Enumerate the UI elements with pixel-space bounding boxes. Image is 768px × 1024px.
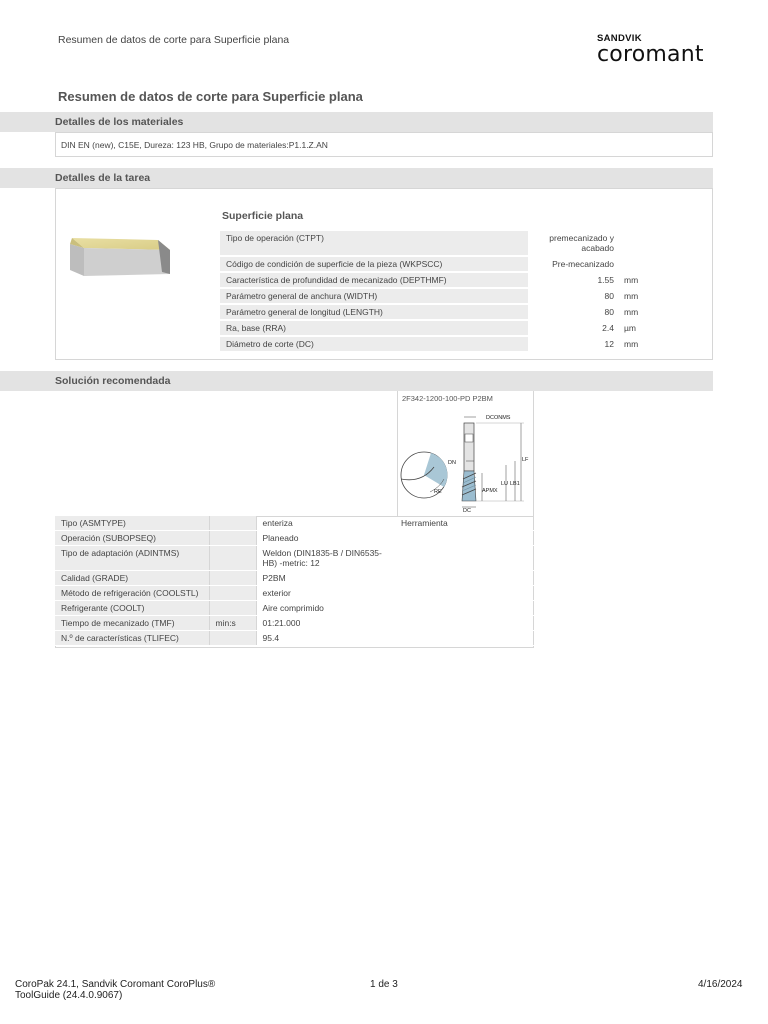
solution-row: [55, 546, 534, 571]
solution-row: [55, 586, 534, 601]
workpiece-slab-icon: [68, 234, 172, 278]
solution-row-label: Tipo de adaptación (ADINTMS): [55, 546, 209, 571]
solution-row-label: Calidad (GRADE): [55, 571, 209, 586]
solution-row-value: Weldon (DIN1835-B / DIN6535-HB) -metric: 12: [256, 546, 395, 571]
solution-row-extra: Herramienta: [395, 516, 534, 531]
task-box: [55, 188, 713, 360]
label-lf: LF: [522, 457, 529, 463]
solution-heading: Solución recomendada: [55, 375, 171, 387]
task-row-value: premecanizado y acabado: [549, 233, 614, 253]
solution-row-unit: [209, 531, 256, 546]
solution-row-unit: [209, 586, 256, 601]
solution-row-value: 01:21.000: [256, 616, 395, 631]
task-row: [220, 321, 650, 335]
solution-row-value: Aire comprimido: [256, 601, 395, 616]
logo-sandvik-text: SANDVIK: [597, 33, 642, 44]
materials-box: [55, 132, 713, 157]
solution-row-value: exterior: [256, 586, 395, 601]
label-dc: DC: [463, 508, 471, 513]
solution-table: [55, 516, 534, 646]
solution-row-unit: [209, 546, 256, 571]
task-subtitle: Superficie plana: [222, 210, 304, 222]
solution-row-label: Método de refrigeración (COOLSTL): [55, 586, 209, 601]
solution-row-value: enteriza: [256, 516, 395, 531]
task-row-unit: mm: [624, 275, 639, 285]
logo-coromant-text: coromant: [597, 42, 704, 67]
label-dn: DN: [448, 460, 456, 466]
task-row-unit: mm: [624, 307, 639, 317]
footer-page-number: 1 de 3: [370, 979, 398, 990]
solution-row-label: Tipo (ASMTYPE): [55, 516, 209, 531]
task-row: [220, 289, 650, 303]
solution-row-label: Refrigerante (COOLT): [55, 601, 209, 616]
task-row-value: 12: [604, 339, 614, 349]
solution-row-extra: [395, 571, 534, 586]
label-lu: LU: [501, 481, 509, 487]
solution-row: [55, 571, 534, 586]
task-row-label: Parámetro general de anchura (WIDTH): [220, 289, 528, 303]
task-row-unit: mm: [624, 339, 639, 349]
solution-row: [55, 531, 534, 546]
solution-row-value: Planeado: [256, 531, 395, 546]
task-row: [220, 273, 650, 287]
solution-row: [55, 616, 534, 631]
solution-row-unit: [209, 516, 256, 531]
solution-row-value: P2BM: [256, 571, 395, 586]
materials-section-header: [0, 112, 713, 132]
tool-drawing-panel: [397, 391, 534, 517]
solution-row-unit: [209, 571, 256, 586]
page-title: Resumen de datos de corte para Superficie plana: [58, 89, 363, 104]
task-row-value: 1.55: [597, 275, 614, 285]
solution-row-label: N.º de características (TLIFEC): [55, 631, 209, 646]
solution-row-unit: [209, 601, 256, 616]
task-row: [220, 257, 650, 271]
task-row-label: Código de condición de superficie de la pieza (WKPSCC): [220, 257, 528, 271]
task-row-value: 2.4: [602, 323, 614, 333]
task-row: [220, 337, 650, 351]
solution-row-unit: [209, 631, 256, 646]
label-apmx: APMX: [482, 488, 498, 494]
solution-row-extra: [395, 601, 534, 616]
solution-row-unit: min:s: [209, 616, 256, 631]
solution-row: [55, 516, 534, 531]
task-row-unit: µm: [624, 323, 636, 333]
label-dconms: DCONMS: [486, 415, 511, 421]
task-row-label: Diámetro de corte (DC): [220, 337, 528, 351]
tool-code: 2F342-1200-100-PD P2BM: [402, 394, 493, 403]
task-row-value: Pre-mecanizado: [552, 259, 614, 269]
solution-row-extra: [395, 631, 534, 646]
task-row-value: 80: [604, 307, 614, 317]
solution-row-extra: [395, 586, 534, 601]
materials-text: DIN EN (new), C15E, Dureza: 123 HB, Grupo de materiales:P1.1.Z.AN: [61, 140, 328, 150]
footer-date: 4/16/2024: [698, 979, 743, 990]
task-row-label: Tipo de operación (CTPT): [220, 231, 528, 255]
label-re: RE: [434, 489, 442, 495]
task-row: [220, 231, 650, 255]
header-document-title: Resumen de datos de corte para Superficie plana: [58, 34, 290, 46]
materials-heading: Detalles de los materiales: [55, 116, 184, 128]
task-row-label: Ra, base (RRA): [220, 321, 528, 335]
solution-row: [55, 631, 534, 646]
footer-software-info: CoroPak 24.1, Sandvik Coromant CoroPlus® ToolGuide (24.4.0.9067): [15, 979, 216, 1001]
task-parameters-table: [220, 229, 650, 353]
solution-row-extra: [395, 546, 534, 571]
solution-row-extra: [395, 616, 534, 631]
sandvik-coromant-logo: [597, 34, 717, 66]
solution-row-extra: [395, 531, 534, 546]
task-row-unit: [614, 257, 650, 271]
solution-row-label: Tiempo de mecanizado (TMF): [55, 616, 209, 631]
task-row: [220, 305, 650, 319]
task-row-unit: mm: [624, 291, 639, 301]
solution-row-label: Operación (SUBOPSEQ): [55, 531, 209, 546]
solution-row-value: 95.4: [256, 631, 395, 646]
task-section-header: [0, 168, 713, 188]
task-heading: Detalles de la tarea: [55, 172, 151, 184]
end-mill-drawing-icon: [400, 409, 532, 513]
task-row-label: Característica de profundidad de mecanizado (DEPTHMF): [220, 273, 528, 287]
label-lb: LB1: [510, 481, 520, 487]
solution-blank-area: [55, 391, 397, 517]
task-row-label: Parámetro general de longitud (LENGTH): [220, 305, 528, 319]
task-row-unit: [614, 231, 650, 255]
solution-section-header: [0, 371, 713, 391]
task-row-value: 80: [604, 291, 614, 301]
solution-row: [55, 601, 534, 616]
